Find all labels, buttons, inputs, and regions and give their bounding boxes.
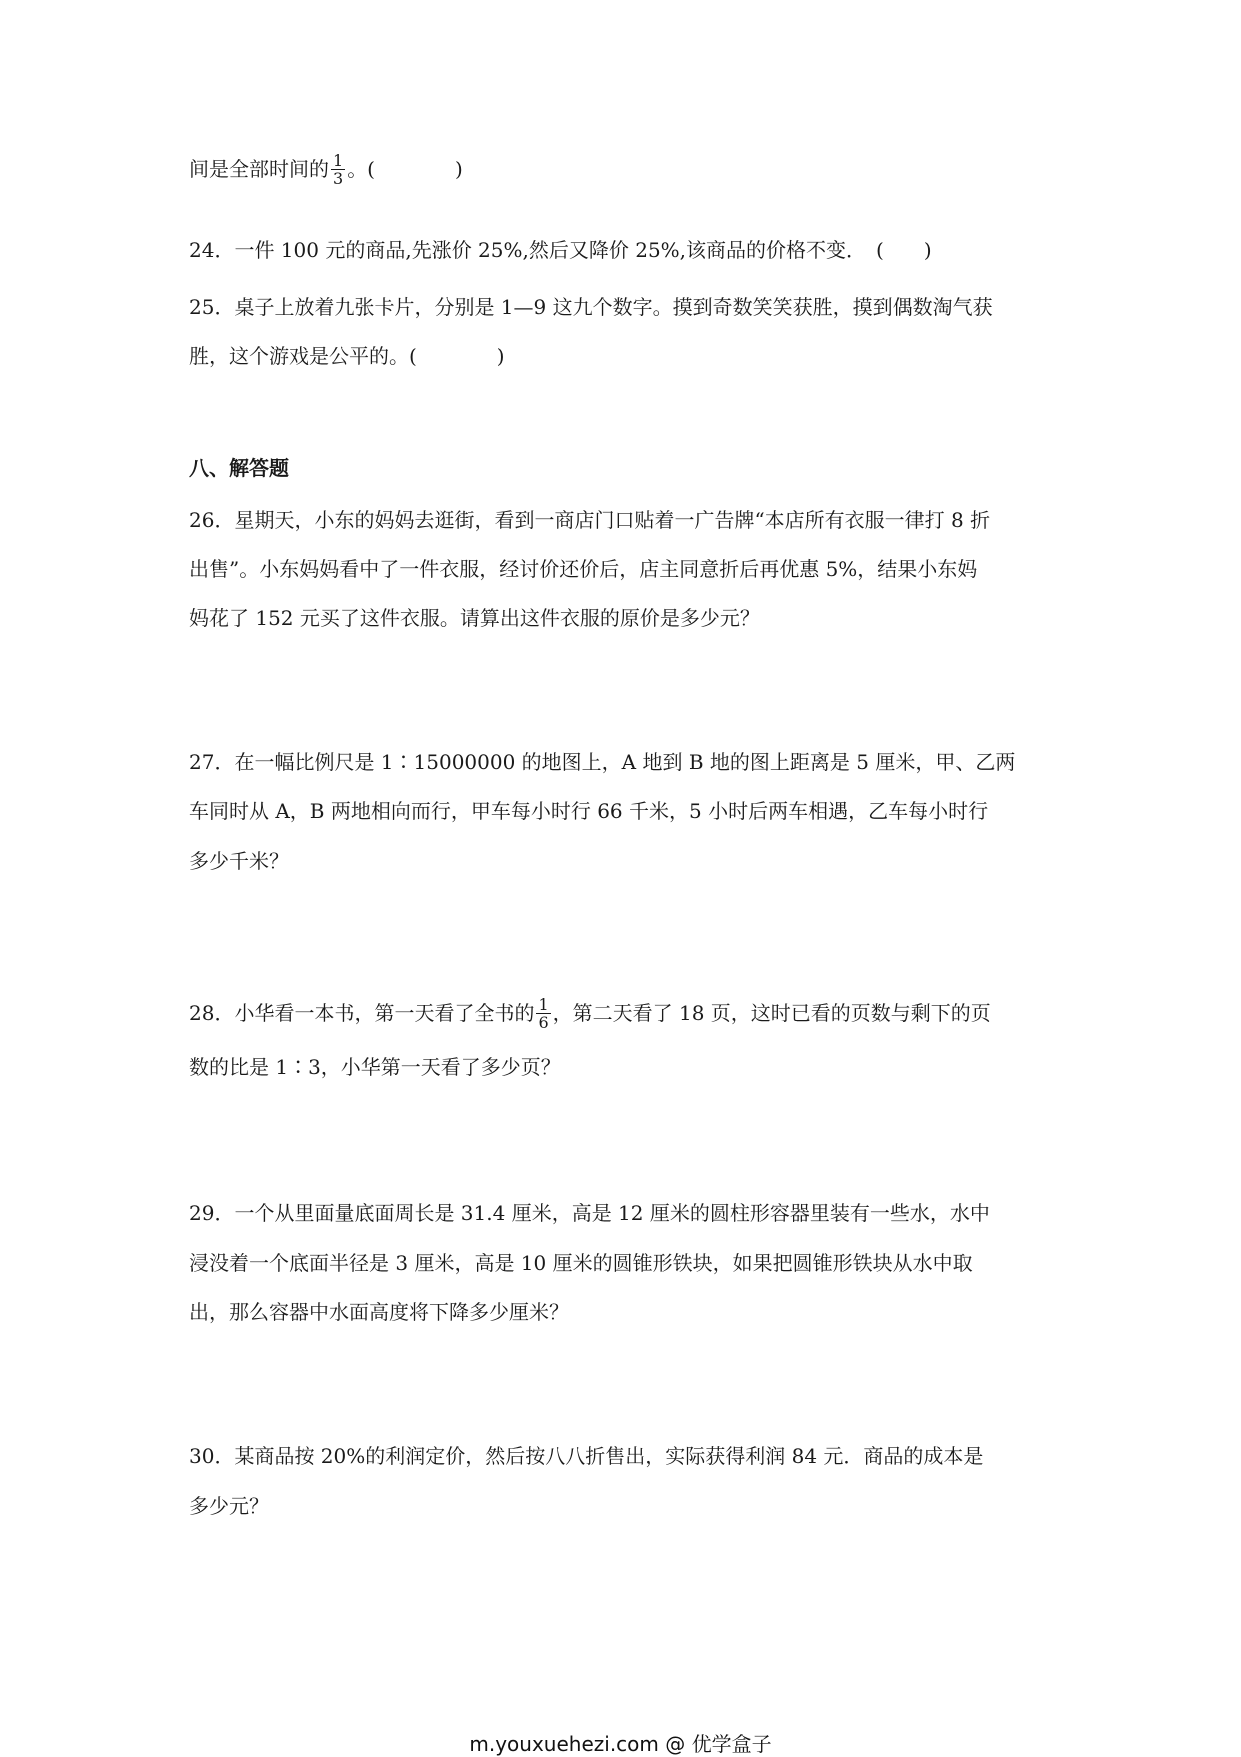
question-29-line2: 浸没着一个底面半径是 3 厘米，高是 10 厘米的圆锥形铁块，如果把圆锥形铁块从水中取: [189, 1251, 973, 1275]
question-30-line1: 30．某商品按 20%的利润定价，然后按八八折售出，实际获得利润 84 元．商品的成本是: [189, 1444, 984, 1468]
fraction-one-sixth: $\frac{1}{6}$: [538, 995, 549, 1032]
question-25-line1: 25．桌子上放着九张卡片，分别是 1—9 这九个数字。摸到奇数笑笑获胜，摸到偶数淘气获: [189, 295, 993, 319]
question-26-line1: 26．星期天，小东的妈妈去逛街，看到一商店门口贴着一广告牌“本店所有衣服一律打 8 折: [189, 508, 991, 532]
footer-watermark: m.youxuehezi.com @ 优学盒子: [469, 1732, 772, 1756]
question-30-line2: 多少元？: [189, 1494, 269, 1518]
question-25-line2: 胜，这个游戏是公平的。( ): [189, 344, 505, 368]
question-29-line1: 29．一个从里面量底面周长是 31.4 厘米，高是 12 厘米的圆柱形容器里装有一些水，水中: [189, 1201, 990, 1225]
fraction-one-third: $\frac{1}{3}$: [333, 151, 344, 188]
question-28-line2: 数的比是 1∶3，小华第一天看了多少页？: [189, 1055, 561, 1079]
question-29-line3: 出，那么容器中水面高度将下降多少厘米？: [189, 1300, 569, 1324]
question-27-line1: 27．在一幅比例尺是 1∶15000000 的地图上，A 地到 B 地的图上距离是 5 厘米，甲、乙两: [189, 750, 1016, 774]
question-28-line1: [189, 997, 991, 1032]
question-26-line3: 妈花了 152 元买了这件衣服。请算出这件衣服的原价是多少元？: [189, 606, 760, 630]
question-27-line3: 多少千米？: [189, 849, 289, 873]
q28-prefix: 28．小华看一本书，第一天看了全书的: [189, 1001, 535, 1025]
question-24: 24．一件 100 元的商品,先涨价 25%,然后又降价 25%,该商品的价格不变． ( ): [189, 238, 932, 262]
q28-suffix: ，第二天看了 18 页，这时已看的页数与剩下的页: [552, 1001, 991, 1025]
question-27-line2: 车同时从 A，B 两地相向而行，甲车每小时行 66 千米，5 小时后两车相遇，乙车每小时行: [189, 799, 989, 823]
question-23-tail: [189, 153, 463, 188]
q23-prefix: 间是全部时间的: [189, 157, 329, 181]
section-heading: 八、解答题: [189, 456, 289, 480]
question-26-line2: 出售”。小东妈妈看中了一件衣服，经讨价还价后，店主同意折后再优惠 5%，结果小东妈: [189, 557, 978, 581]
q23-suffix: 。( ): [347, 157, 463, 181]
